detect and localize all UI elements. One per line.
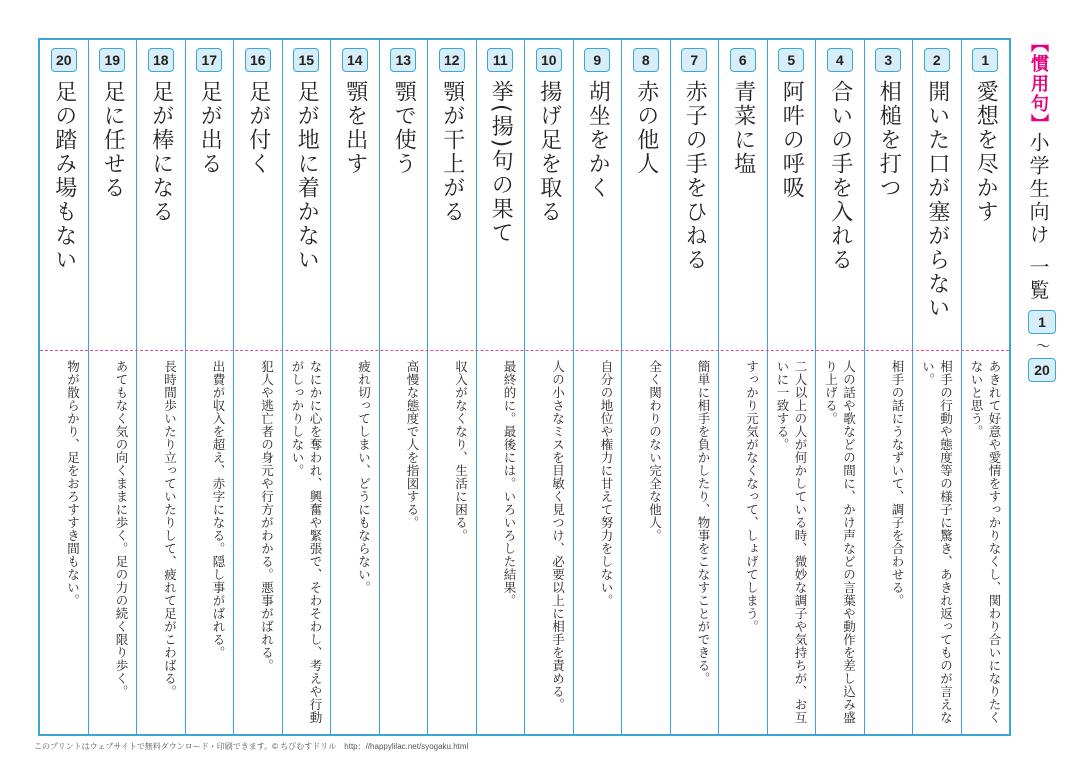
item-number-badge: 2 bbox=[924, 48, 950, 72]
idiom-text: 相槌を打つ bbox=[876, 80, 902, 200]
idiom-text: 胡坐をかく bbox=[585, 80, 611, 200]
item-number-badge: 8 bbox=[633, 48, 659, 72]
idiom-column bbox=[767, 40, 816, 734]
item-number-badge: 17 bbox=[196, 48, 222, 72]
idiom-text: 揚げ足を取る bbox=[536, 80, 562, 224]
idiom-text: 阿吽の呼吸 bbox=[779, 80, 805, 200]
item-number-badge: 11 bbox=[487, 48, 513, 72]
idiom-column bbox=[233, 40, 282, 734]
idiom-text: 足が付く bbox=[245, 80, 271, 176]
item-number-badge: 7 bbox=[681, 48, 707, 72]
idiom-text: 赤子の手をひねる bbox=[682, 80, 708, 272]
idiom-meaning: 疲れ切ってしまい、どうにもならない。 bbox=[356, 360, 372, 594]
idiom-column bbox=[427, 40, 476, 734]
idiom-column bbox=[379, 40, 428, 734]
idiom-meaning: 物が散らかり、足をおろすすき間もない。 bbox=[65, 360, 81, 607]
item-number-badge: 6 bbox=[730, 48, 756, 72]
item-number-badge: 12 bbox=[439, 48, 465, 72]
range-start-badge: 1 bbox=[1028, 310, 1056, 334]
category-tag: 【慣用句】 bbox=[1028, 34, 1049, 134]
item-number-badge: 1 bbox=[972, 48, 998, 72]
idiom-column bbox=[185, 40, 234, 734]
dashed-divider bbox=[40, 350, 1009, 351]
footer-note: このプリントはウェブサイトで無料ダウンロード・印刷できます。© ちびむすドリル http：//happylilac.net/syogaku.html bbox=[34, 742, 469, 751]
idiom-text: 顎が干上がる bbox=[439, 80, 465, 224]
range-separator: 〜 bbox=[1036, 339, 1050, 355]
page-title: 小学生向け 一覧 bbox=[1026, 132, 1050, 303]
idiom-meaning: なにかに心を奪われ、興奮や緊張で、そわそわし、考えや行動がしっかりしない。 bbox=[290, 360, 323, 724]
idiom-column bbox=[912, 40, 961, 734]
idiom-text: 開いた口が塞がらない bbox=[924, 80, 950, 320]
idiom-column bbox=[136, 40, 185, 734]
item-number-badge: 9 bbox=[584, 48, 610, 72]
idiom-meaning: 犯人や逃亡者の身元や行方がわかる。悪事がばれる。 bbox=[259, 360, 275, 672]
idiom-meaning: 相手の行動や態度等の様子に驚き、あきれ返ってものが言えない。 bbox=[920, 360, 954, 724]
idiom-column bbox=[282, 40, 331, 734]
idiom-meaning: 人の小さなミスを目敏く見つけ、必要以上に相手を責める。 bbox=[550, 360, 566, 711]
idiom-column bbox=[718, 40, 767, 734]
idiom-meaning: すっかり元気がなくなって、しょげてしまう。 bbox=[744, 360, 760, 633]
idiom-meaning: 人の話や歌などの間に、かけ声などの言葉や動作を差し込み盛り上げる。 bbox=[823, 360, 857, 724]
item-number-badge: 4 bbox=[827, 48, 853, 72]
idiom-meaning: 長時間歩いたり立っていたりして、疲れて足がこわばる。 bbox=[162, 360, 178, 698]
item-number-badge: 14 bbox=[342, 48, 368, 72]
idiom-text: 足が地に着かない bbox=[294, 80, 320, 272]
idiom-meaning: あてもなく気の向くままに歩く。足の力の続く限り歩く。 bbox=[114, 360, 129, 698]
idiom-text: 顎を出す bbox=[342, 80, 368, 176]
item-number-badge: 16 bbox=[245, 48, 271, 72]
idiom-text: 赤の他人 bbox=[633, 80, 659, 176]
idiom-column bbox=[573, 40, 622, 734]
idiom-column bbox=[815, 40, 864, 734]
item-number-badge: 15 bbox=[293, 48, 319, 72]
idiom-column bbox=[961, 40, 1010, 734]
idiom-text: 愛想を尽かす bbox=[973, 80, 999, 224]
idiom-column bbox=[330, 40, 379, 734]
item-number-badge: 13 bbox=[390, 48, 416, 72]
idiom-column bbox=[40, 40, 88, 734]
idiom-meaning: 高慢な態度で人を指図する。 bbox=[405, 360, 420, 529]
range-end-badge: 20 bbox=[1028, 358, 1056, 382]
idiom-meaning: あきれて好意や愛情をすっかりなくし、関わり合いになりたくないと思う。 bbox=[969, 360, 1002, 724]
side-header bbox=[1023, 34, 1053, 134]
idiom-meaning: 簡単に相手を負かしたり、物事をこなすことができる。 bbox=[696, 360, 711, 685]
idiom-text: 合いの手を入れる bbox=[827, 80, 853, 272]
idiom-meaning: 出費が収入を超え、赤字になる。隠し事がばれる。 bbox=[211, 360, 226, 659]
idiom-meaning: 相手の話にうなずいて、調子を合わせる。 bbox=[890, 360, 905, 607]
idiom-text: 足が出る bbox=[197, 80, 223, 176]
idiom-text: 挙(揚)句の果て bbox=[488, 80, 514, 246]
idiom-meaning: 自分の地位や権力に甘えて努力をしない。 bbox=[599, 360, 614, 607]
idiom-column bbox=[524, 40, 573, 734]
idiom-column bbox=[670, 40, 719, 734]
idiom-meaning: 最終的に。最後には。いろいろした結果。 bbox=[502, 360, 517, 607]
item-number-badge: 19 bbox=[99, 48, 125, 72]
idiom-meaning: 二人以上の人が何かしている時、微妙な調子や気持ちが、お互いに一致する。 bbox=[775, 360, 808, 724]
idiom-column bbox=[88, 40, 137, 734]
idiom-column bbox=[621, 40, 670, 734]
item-number-badge: 5 bbox=[778, 48, 804, 72]
idiom-meaning: 収入がなくなり、生活に困る。 bbox=[453, 360, 469, 542]
idiom-text: 足の踏み場もない bbox=[51, 80, 77, 272]
idiom-column bbox=[864, 40, 913, 734]
item-number-badge: 20 bbox=[51, 48, 77, 72]
idiom-text: 足が棒になる bbox=[148, 80, 174, 224]
idiom-text: 足に任せる bbox=[100, 80, 126, 200]
item-number-badge: 3 bbox=[875, 48, 901, 72]
idiom-column bbox=[476, 40, 525, 734]
idiom-text: 顎で使う bbox=[391, 80, 417, 176]
item-number-badge: 18 bbox=[148, 48, 174, 72]
idiom-meaning: 全く関わりのない完全な他人。 bbox=[647, 360, 663, 542]
idiom-text: 青菜に塩 bbox=[730, 80, 756, 176]
item-number-badge: 10 bbox=[536, 48, 562, 72]
idiom-table bbox=[38, 38, 1011, 736]
